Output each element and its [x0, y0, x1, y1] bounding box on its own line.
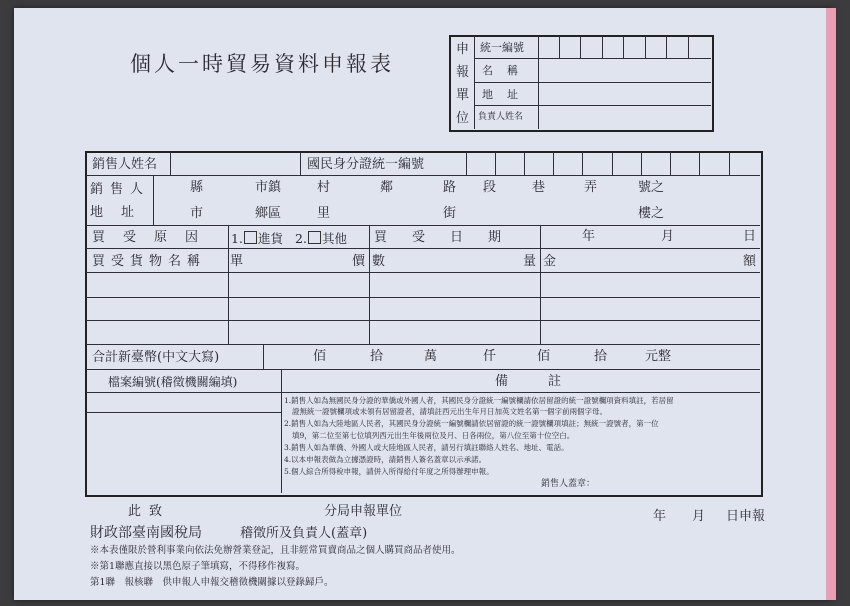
addressee-label: 此致 [128, 504, 171, 519]
seller-address-label-2: 地址 [90, 205, 153, 220]
reporting-unit-char-1: 申 [456, 42, 470, 57]
address-city: 市 [190, 206, 204, 221]
remark-2b: 填9，第二位至第七位填列西元出生年後兩位及月、日各兩位，第八位至第十位空白。 [292, 431, 575, 440]
address-city-town: 市鎮 [255, 180, 282, 195]
remark-1a: 1.銷售人如為無國民身分證的華僑或外國人者，其國民身分證統一編號欄請依居留證的統一證號欄項資料填註，若居留 [284, 396, 674, 405]
address-alley: 弄 [584, 180, 598, 195]
address-section: 段 [483, 180, 497, 195]
amount-header-2: 額 [743, 254, 757, 269]
total-ten-thousand: 萬 [424, 349, 438, 364]
quantity-header-1: 數 [372, 254, 386, 269]
footnote-3: 第1聯 報核聯 供申報人申報交稽徵機關據以登錄歸戶。 [90, 577, 334, 588]
remark-4: 4.以本申報表做為立據憑證時，請銷售人簽名蓋章以示承諾。 [284, 455, 487, 464]
reason-option-2: 2. 其他 [295, 231, 347, 246]
footnote-1: ※本表僅限於營利事業向依法免辦營業登記，且非經常買賣商品之個人購買商品者使用。 [90, 545, 461, 556]
address-village: 村 [317, 180, 331, 195]
total-thousand: 仟 [483, 349, 497, 364]
report-date-month: 月 [692, 509, 706, 524]
unit-responsible-label: 負責人姓名 [478, 112, 524, 122]
reporting-unit-char-2: 報 [456, 65, 470, 80]
unit-name-label: 名稱 [482, 64, 532, 77]
address-lane: 巷 [532, 180, 546, 195]
remark-5: 5.個人綜合所得稅申報，請併入所得給付年度之所得辦理申報。 [284, 467, 494, 476]
amount-header-1: 金 [543, 254, 557, 269]
total-label: 合計新臺幣(中文大寫) [92, 350, 220, 365]
tax-bureau-name: 財政部臺南國稅局 [90, 525, 202, 541]
remark-2a: 2.銷售人如為大陸地區人民者，其國民身分證統一編號欄請依居留證的統一證號欄項填註；無統一證號者，第一位 [284, 419, 659, 428]
collection-office-label: 稽徵所及負責人(蓋章) [240, 526, 368, 541]
goods-name-header: 買受貨物名稱 [92, 254, 207, 269]
remark-1b: 證無統一證號欄項或未領有居留證者，請填註西元出生年月日加英文姓名第一個字前兩個字母。 [292, 407, 607, 416]
unit-tax-id-label: 統一編號 [480, 41, 524, 54]
form-title: 個人一時貿易資料申報表 [130, 52, 394, 76]
branch-unit-label: 分局申報單位 [324, 504, 403, 519]
reason-checkbox-1[interactable] [244, 231, 257, 244]
reason-label: 買受原因 [92, 230, 217, 245]
address-road: 路 [443, 180, 457, 195]
address-li: 里 [317, 206, 331, 221]
reason-option-1: 1. 進貨 [231, 231, 283, 246]
unit-address-label: 地址 [482, 88, 532, 101]
reporting-unit-char-4: 位 [456, 111, 470, 126]
unit-price-header-2: 價 [352, 254, 366, 269]
address-number: 號之 [638, 180, 665, 195]
address-street: 街 [443, 206, 457, 221]
unit-price-header-1: 單 [230, 254, 244, 269]
address-district: 鄉區 [255, 206, 282, 221]
total-hundred-thousand: 佰 [313, 349, 327, 364]
reason-checkbox-2[interactable] [308, 231, 321, 244]
seller-name-label: 銷售人姓名 [92, 157, 158, 172]
seller-address-label-1: 銷售人 [90, 182, 151, 197]
total-ten-thousand-sub: 拾 [370, 349, 384, 364]
address-county: 縣 [190, 180, 204, 195]
address-floor: 樓之 [638, 206, 665, 221]
seller-signature-label: 銷售人蓋章： [541, 479, 596, 489]
total-dollars: 元整 [645, 349, 672, 364]
national-id-label: 國民身分證統一編號 [307, 157, 425, 172]
report-date-day: 日申報 [726, 509, 766, 524]
total-ten: 拾 [594, 349, 608, 364]
total-hundred: 佰 [537, 349, 551, 364]
archive-number-label: 檔案編號(稽徵機關編填) [108, 375, 238, 389]
date-day: 日 [743, 229, 757, 244]
purchase-date-label: 買受日期 [374, 230, 527, 245]
footnote-2: ※第1聯應直接以黑色原子筆填寫，不得移作複寫。 [90, 561, 306, 572]
date-month: 月 [661, 229, 675, 244]
remarks-label: 備註 [495, 374, 602, 389]
paper-edge [826, 8, 836, 600]
address-neighborhood: 鄰 [380, 180, 394, 195]
report-date-year: 年 [653, 509, 667, 524]
remark-3: 3.銷售人如為華僑、外國人或大陸地區人民者，請另行填註聯絡人姓名、地址、電話。 [284, 443, 569, 452]
quantity-header-2: 量 [523, 254, 537, 269]
reporting-unit-char-3: 單 [456, 88, 470, 103]
date-year: 年 [582, 229, 596, 244]
